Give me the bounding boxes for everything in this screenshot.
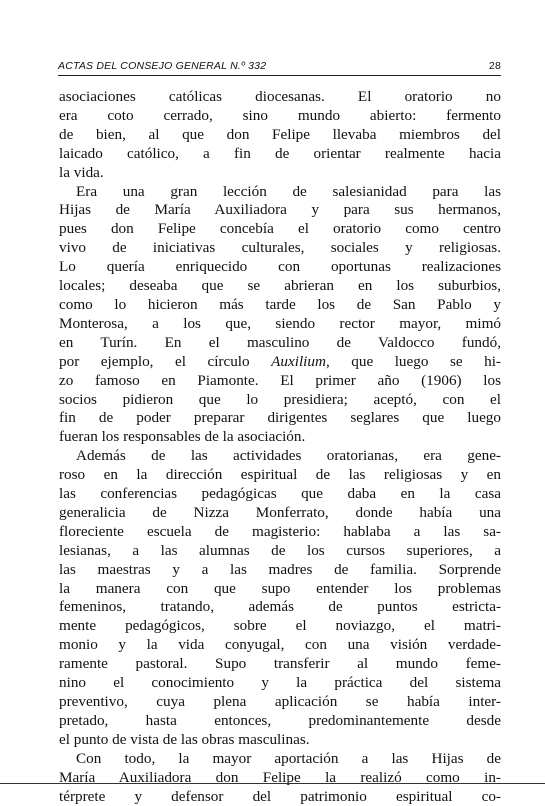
text-line: preventivo, cuya plena aplicación se había inter- <box>59 693 501 710</box>
text-line: Lo quería enriquecido con oportunas realizaciones <box>59 258 501 276</box>
text-line: Era una gran lección de salesianidad para las <box>76 182 501 200</box>
page-number: 28 <box>488 60 501 72</box>
text-line: de bien, al que don Felipe llevaba miembros del <box>59 125 501 143</box>
text-line: térprete y defensor del patrimonio espiritual co- <box>59 787 501 805</box>
text-line: el punto de vista de las obras masculinas. <box>59 730 310 748</box>
text-line: pues don Felipe concebía el oratorio como centro <box>59 220 501 238</box>
text-line: roso en la dirección espiritual de las religiosas y en <box>59 466 501 484</box>
text-line: floreciente escuela de magisterio: hablaba a las sa- <box>59 522 501 540</box>
running-title: ACTAS DEL CONSEJO GENERAL N.º 332 <box>58 60 267 72</box>
text-line: María Auxiliadora don Felipe la realizó como in- <box>59 768 501 786</box>
text-line-mixed <box>59 353 501 372</box>
text-line: Hijas de María Auxiliadora y para sus hermanos, <box>59 201 501 219</box>
text-line: asociaciones católicas diocesanas. El oratorio no <box>59 88 501 105</box>
text-line: monio y la vida conyugal, con una visión verdade- <box>59 636 501 654</box>
text-line: socios pidieron que lo presidiera; aceptó, con el <box>59 390 501 408</box>
running-header <box>58 60 501 74</box>
text-line: lesianas, a las alumnas de los cursos superiores, a <box>59 541 501 559</box>
text-line: Monterosa, a los que, siendo rector mayor, mimó <box>59 314 501 332</box>
text-line: la manera con que supo entender los problemas <box>59 579 501 597</box>
text-line: las conferencias pedagógicas que daba en la casa <box>59 485 501 503</box>
text-line: en Turín. En el masculino de Valdocco fundó, <box>59 333 501 351</box>
header-rule <box>58 75 501 76</box>
text-line: Con todo, la mayor aportación a las Hijas de <box>76 749 501 767</box>
italic-term: Auxilium, <box>271 352 330 370</box>
text-line: ramente pastoral. Supo transferir al mundo feme- <box>59 655 501 673</box>
footer-rule <box>0 783 545 784</box>
text-line: fueran los responsables de la asociación. <box>59 428 306 446</box>
text-line: era coto cerrado, sino mundo abierto: fermento <box>59 106 501 124</box>
body-text <box>59 88 501 806</box>
text-line: como lo hicieron más tarde los de San Pablo y <box>59 295 501 313</box>
text-line: laicado católico, a fin de orientar realmente hacia <box>59 144 501 162</box>
text-line: mente pedagógicos, sobre el noviazgo, el matri- <box>59 617 501 635</box>
text-line: femeninos, tratando, además de puntos estricta- <box>59 598 501 616</box>
text-line: nino el conocimiento y la práctica del sistema <box>59 674 501 692</box>
text-segment: por ejemplo, el círculo <box>59 352 272 370</box>
text-line: zo famoso en Piamonte. El primer año (1906) los <box>59 371 501 389</box>
text-line: locales; deseaba que se abrieran en los suburbios, <box>59 277 501 295</box>
text-line: vivo de iniciativas culturales, sociales y religiosas. <box>59 239 501 257</box>
text-line: Además de las actividades oratorianas, era gene- <box>76 447 501 465</box>
text-line: generalicia de Nizza Monferrato, donde había una <box>59 503 501 521</box>
text-line: fin de poder preparar dirigentes seglares que luego <box>59 409 501 427</box>
text-line: la vida. <box>59 163 104 181</box>
text-segment: que luego se hi- <box>329 352 501 370</box>
text-line: las maestras y a las madres de familia. Sorprende <box>59 560 501 578</box>
text-line: pretado, hasta entonces, predominantemente desde <box>59 711 501 729</box>
